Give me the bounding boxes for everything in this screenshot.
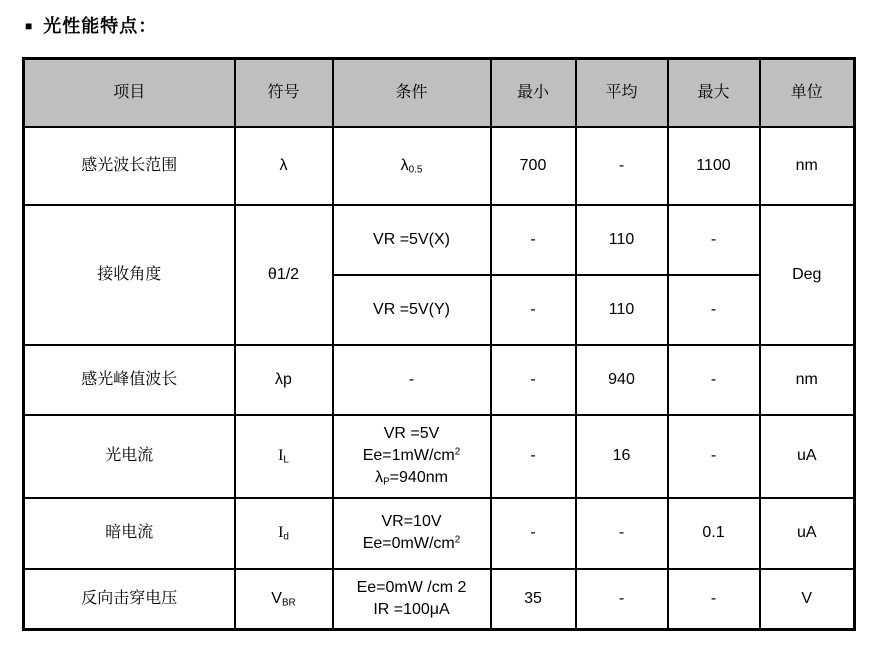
cell-min: 35 (491, 569, 576, 630)
cell-unit: Deg (760, 205, 855, 345)
cell-min: - (491, 275, 576, 345)
cell-symbol (235, 569, 333, 630)
table-row-receiving-angle-x (24, 205, 855, 275)
section-title (25, 12, 157, 38)
cell-min: - (491, 498, 576, 569)
cell-item: 感光波长范围 (24, 127, 235, 205)
symbol-subscript: L (283, 454, 289, 466)
header-avg: 平均 (576, 59, 668, 127)
table-row-peak-wavelength (24, 345, 855, 415)
cell-avg: 110 (576, 205, 668, 275)
table-row-breakdown-voltage (24, 569, 855, 630)
cell-min: - (491, 205, 576, 275)
condition-line-3-rest: =940nm (389, 468, 448, 486)
cell-condition (333, 127, 491, 205)
header-symbol: 符号 (235, 59, 333, 127)
table-header-row (24, 59, 855, 127)
cell-symbol (235, 415, 333, 498)
cell-symbol: λp (235, 345, 333, 415)
symbol-subscript: BR (281, 597, 296, 609)
condition-line-2 (336, 533, 488, 555)
cell-avg: 940 (576, 345, 668, 415)
bullet-square-icon: ■ (25, 19, 33, 33)
cell-unit: uA (760, 498, 855, 569)
header-min: 最小 (491, 59, 576, 127)
cell-max: - (668, 415, 760, 498)
cell-avg: - (576, 127, 668, 205)
table-row-photocurrent (24, 415, 855, 498)
header-condition: 条件 (333, 59, 491, 127)
symbol-base: I (278, 447, 284, 465)
condition-line-2: IR =100μA (373, 600, 450, 618)
cell-symbol: λ (235, 127, 333, 205)
header-max: 最大 (668, 59, 760, 127)
cell-condition (333, 569, 491, 630)
condition-line-1: Ee=0mW /cm 2 (356, 579, 467, 597)
cell-item: 感光峰值波长 (24, 345, 235, 415)
table-row-wavelength-range (24, 127, 855, 205)
cell-condition (333, 415, 491, 498)
symbol-base: I (278, 524, 284, 542)
cell-condition: VR =5V(X) (333, 205, 491, 275)
cell-max: - (668, 345, 760, 415)
cell-item: 接收角度 (24, 205, 235, 345)
cell-avg: 16 (576, 415, 668, 498)
section-title-text: 光性能特点： (43, 16, 158, 36)
cell-max: 1100 (668, 127, 760, 205)
cell-unit: nm (760, 127, 855, 205)
header-item: 项目 (24, 59, 235, 127)
condition-line-2-base: Ee=1mW/cm (362, 447, 455, 465)
cell-avg: - (576, 498, 668, 569)
cell-max: - (668, 275, 760, 345)
cell-condition (333, 498, 491, 569)
cell-item: 光电流 (24, 415, 235, 498)
condition-line-3-subscript: P (383, 476, 390, 488)
cell-item: 反向击穿电压 (24, 569, 235, 630)
cell-condition: VR =5V(Y) (333, 275, 491, 345)
cell-min: 700 (491, 127, 576, 205)
cell-condition: - (333, 345, 491, 415)
condition-line-2-base: Ee=0mW/cm (362, 535, 455, 552)
cell-max: 0.1 (668, 498, 760, 569)
cell-max: - (668, 569, 760, 630)
condition-line-3 (336, 467, 488, 489)
condition-subscript: 0.5 (408, 164, 423, 176)
cell-avg: 110 (576, 275, 668, 345)
table-row-dark-current (24, 498, 855, 569)
cell-item: 暗电流 (24, 498, 235, 569)
condition-line-2-superscript: 2 (454, 446, 461, 458)
condition-line-1: VR =5V (383, 425, 440, 443)
cell-symbol (235, 498, 333, 569)
condition-line-3-base: λ (375, 468, 384, 486)
optical-characteristics-table (22, 57, 856, 631)
header-unit: 单位 (760, 59, 855, 127)
symbol-subscript: d (283, 531, 289, 543)
condition-line-2 (336, 445, 488, 467)
cell-avg: - (576, 569, 668, 630)
cell-unit: nm (760, 345, 855, 415)
condition-base: λ (400, 156, 409, 174)
cell-min: - (491, 345, 576, 415)
condition-line-1: VR=10V (381, 513, 442, 531)
cell-unit: V (760, 569, 855, 630)
symbol-base: V (271, 589, 282, 607)
cell-unit: uA (760, 415, 855, 498)
condition-line-2-superscript: 2 (454, 534, 461, 546)
cell-max: - (668, 205, 760, 275)
cell-symbol: θ1/2 (235, 205, 333, 345)
cell-min: - (491, 415, 576, 498)
